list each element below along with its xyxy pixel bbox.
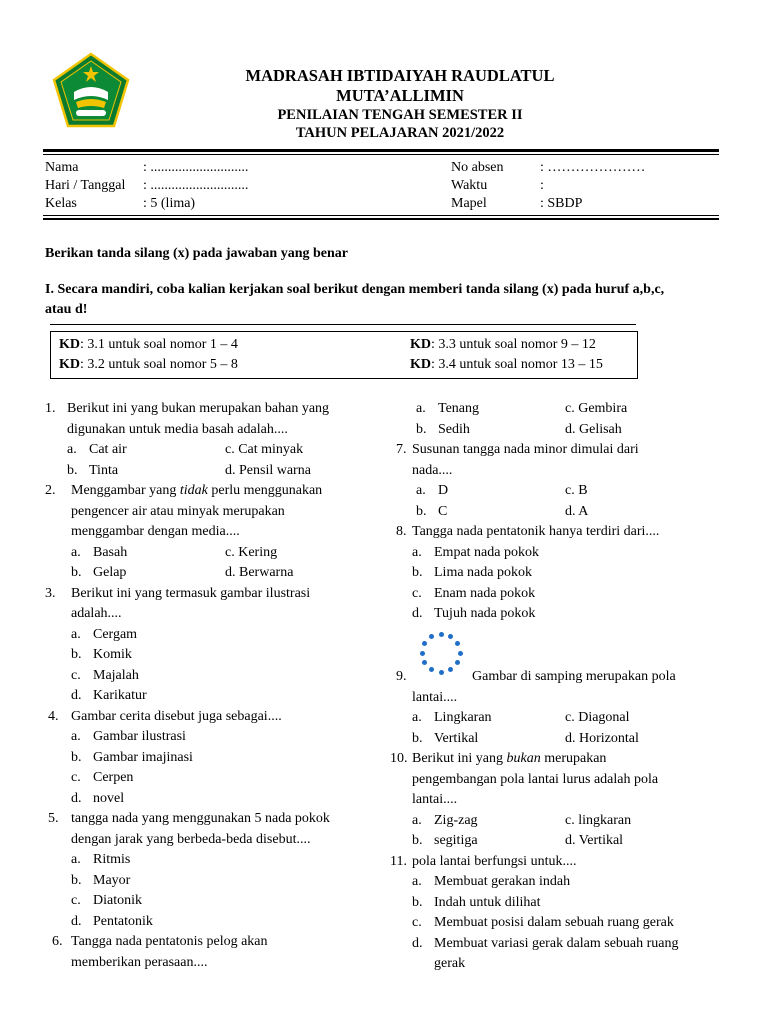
option-d[interactable]: d. Horizontal (565, 731, 639, 746)
option-c[interactable]: c. Majalah (71, 668, 139, 683)
option-a[interactable]: a. Cat air (67, 442, 127, 457)
pattern-dot (448, 667, 453, 672)
subject-value: : SBDP (540, 196, 583, 211)
time-label: Waktu (451, 178, 488, 193)
option-a[interactable]: a. Gambar ilustrasi (71, 729, 186, 744)
section-1-line2: atau d! (45, 302, 88, 317)
question-number: 3. (45, 586, 56, 601)
question-text: pola lantai berfungsi untuk.... (412, 854, 577, 869)
option-a[interactable]: a. Lingkaran (412, 710, 492, 725)
option-d-continued: gerak (434, 956, 466, 971)
question-number: 11. (390, 854, 407, 869)
school-name-line1: MADRASAH IBTIDAIYAH RAUDLATUL (245, 66, 555, 85)
header-rule-thick (43, 149, 719, 152)
pattern-dot (439, 670, 444, 675)
option-d[interactable]: d. Gelisah (565, 422, 622, 437)
pattern-dot (458, 651, 463, 656)
question-text: Gambar cerita disebut juga sebagai.... (71, 709, 282, 724)
question-number: 5. (48, 811, 59, 826)
option-b[interactable]: b. Vertikal (412, 731, 479, 746)
name-label: Nama (45, 160, 79, 175)
question-text: adalah.... (71, 606, 122, 621)
option-d[interactable]: d. novel (71, 791, 125, 806)
option-a[interactable]: a. Ritmis (71, 852, 131, 867)
option-c[interactable]: c. B (565, 483, 588, 498)
subject-label: Mapel (451, 196, 487, 211)
option-a[interactable]: a. Basah (71, 545, 128, 560)
question-text: nada.... (412, 463, 453, 478)
question-text: lantai.... (412, 792, 458, 807)
time-field[interactable]: : (540, 178, 544, 193)
date-label: Hari / Tanggal (45, 178, 126, 193)
pattern-dot (420, 651, 425, 656)
academic-year: TAHUN PELAJARAN 2021/2022 (295, 125, 505, 141)
pattern-dot (422, 641, 427, 646)
question-number: 2. (45, 483, 56, 498)
question-text: digunakan untuk media basah adalah.... (67, 422, 288, 437)
option-b[interactable]: b. Mayor (71, 873, 131, 888)
question-text: Gambar di samping merupakan pola (472, 669, 676, 684)
question-text: Berikut ini yang bukan merupakan (412, 751, 607, 766)
option-c[interactable]: c. Gembira (565, 401, 628, 416)
pattern-dot (439, 632, 444, 637)
option-c[interactable]: c. lingkaran (565, 813, 632, 828)
instruction: Berikan tanda silang (x) pada jawaban yang benar (45, 246, 349, 261)
option-d[interactable]: d. A (565, 504, 589, 519)
class-label: Kelas (45, 196, 77, 211)
option-a[interactable]: a. Zig-zag (412, 813, 478, 828)
question-text: pengencer air atau minyak merupakan (71, 504, 285, 519)
question-text: Tangga nada pentatonis pelog akan (71, 934, 268, 949)
pattern-dot (448, 634, 453, 639)
option-a[interactable]: a. Membuat gerakan indah (412, 874, 571, 889)
question-text: pengembangan pola lantai lurus adalah pola (412, 772, 659, 787)
option-b[interactable]: b. segitiga (412, 833, 478, 848)
question-number: 9. (396, 669, 407, 684)
pattern-dot (429, 667, 434, 672)
info-rule-thick (43, 218, 719, 220)
info-rule-thin (43, 215, 719, 216)
school-name (190, 66, 610, 106)
question-text: Susunan tangga nada minor dimulai dari (412, 442, 639, 457)
question-number: 8. (396, 524, 407, 539)
option-d[interactable]: d. Pentatonik (71, 914, 153, 929)
pattern-dot (455, 660, 460, 665)
option-a[interactable]: a. Tenang (416, 401, 480, 416)
kd-item: KD: 3.1 untuk soal nomor 1 – 4 (59, 337, 238, 352)
question-number: 10. (390, 751, 408, 766)
question-number: 1. (45, 401, 56, 416)
option-a[interactable]: a. D (416, 483, 449, 498)
option-d[interactable]: d. Karikatur (71, 688, 147, 703)
option-c[interactable]: c. Diagonal (565, 710, 630, 725)
pattern-dot (455, 641, 460, 646)
section-rule (50, 324, 636, 325)
option-a[interactable]: a. Empat nada pokok (412, 545, 539, 560)
option-b[interactable]: b. C (416, 504, 448, 519)
section-1-line1: I. Secara mandiri, coba kalian kerjakan soal berikut dengan memberi tanda silang (x) pada huruf a,b,c, (45, 282, 665, 297)
kd-item: KD: 3.2 untuk soal nomor 5 – 8 (59, 357, 238, 372)
section-1-instruction (45, 280, 735, 320)
option-b[interactable]: b. Tinta (67, 463, 119, 478)
option-d[interactable]: d. Pensil warna (225, 463, 311, 478)
header-rule-thin (43, 154, 719, 155)
circle-dots-pattern-icon (418, 630, 464, 676)
option-b[interactable]: b. Sedih (416, 422, 470, 437)
question-text: tangga nada yang menggunakan 5 nada pokok (71, 811, 330, 826)
option-d[interactable]: d. Berwarna (225, 565, 294, 580)
option-a[interactable]: a. Cergam (71, 627, 138, 642)
name-field[interactable]: : ............................ (143, 160, 249, 175)
class-value: : 5 (lima) (143, 196, 196, 211)
option-b[interactable]: b. Gambar imajinasi (71, 750, 193, 765)
option-b[interactable]: b. Lima nada pokok (412, 565, 532, 580)
question-text: Tangga nada pentatonik hanya terdiri dari.... (412, 524, 660, 539)
option-c[interactable]: c. Cat minyak (225, 442, 304, 457)
option-c[interactable]: c. Kering (225, 545, 278, 560)
kd-item: KD: 3.4 untuk soal nomor 13 – 15 (410, 357, 603, 372)
pattern-dot (422, 660, 427, 665)
option-b[interactable]: b. Gelap (71, 565, 127, 580)
exam-title: PENILAIAN TENGAH SEMESTER II (277, 107, 523, 123)
absence-number-label: No absen (451, 160, 504, 175)
absence-number-field[interactable]: : ………………… (540, 160, 646, 175)
option-b[interactable]: b. Komik (71, 647, 132, 662)
option-d[interactable]: d. Tujuh nada pokok (412, 606, 536, 621)
option-d[interactable]: d. Membuat variasi gerak dalam sebuah ruang (412, 936, 679, 951)
option-c[interactable]: c. Membuat posisi dalam sebuah ruang gerak (412, 915, 674, 930)
madrasah-emblem-icon (52, 52, 130, 128)
question-text: Berikut ini yang termasuk gambar ilustrasi (71, 586, 311, 601)
option-c[interactable]: c. Cerpen (71, 770, 134, 785)
date-field[interactable]: : ............................ (143, 178, 249, 193)
question-number: 7. (396, 442, 407, 457)
option-c[interactable]: c. Enam nada pokok (412, 586, 536, 601)
question-number: 4. (48, 709, 59, 724)
question-text: Berikut ini yang bukan merupakan bahan yang (67, 401, 330, 416)
school-name-line2: MUTA’ALLIMIN (336, 86, 464, 105)
option-c[interactable]: c. Diatonik (71, 893, 142, 908)
option-b[interactable]: b. Indah untuk dilihat (412, 895, 541, 910)
question-text: dengan jarak yang berbeda-beda disebut.... (71, 832, 311, 847)
question-text: Menggambar yang tidak perlu menggunakan (71, 483, 323, 498)
kd-item: KD: 3.3 untuk soal nomor 9 – 12 (410, 337, 596, 352)
question-text: menggambar dengan media.... (71, 524, 240, 539)
option-d[interactable]: d. Vertikal (565, 833, 624, 848)
pattern-dot (429, 634, 434, 639)
question-text: memberikan perasaan.... (71, 955, 208, 970)
question-number: 6. (52, 934, 63, 949)
question-text: lantai.... (412, 690, 458, 705)
exam-title-block (190, 106, 610, 142)
